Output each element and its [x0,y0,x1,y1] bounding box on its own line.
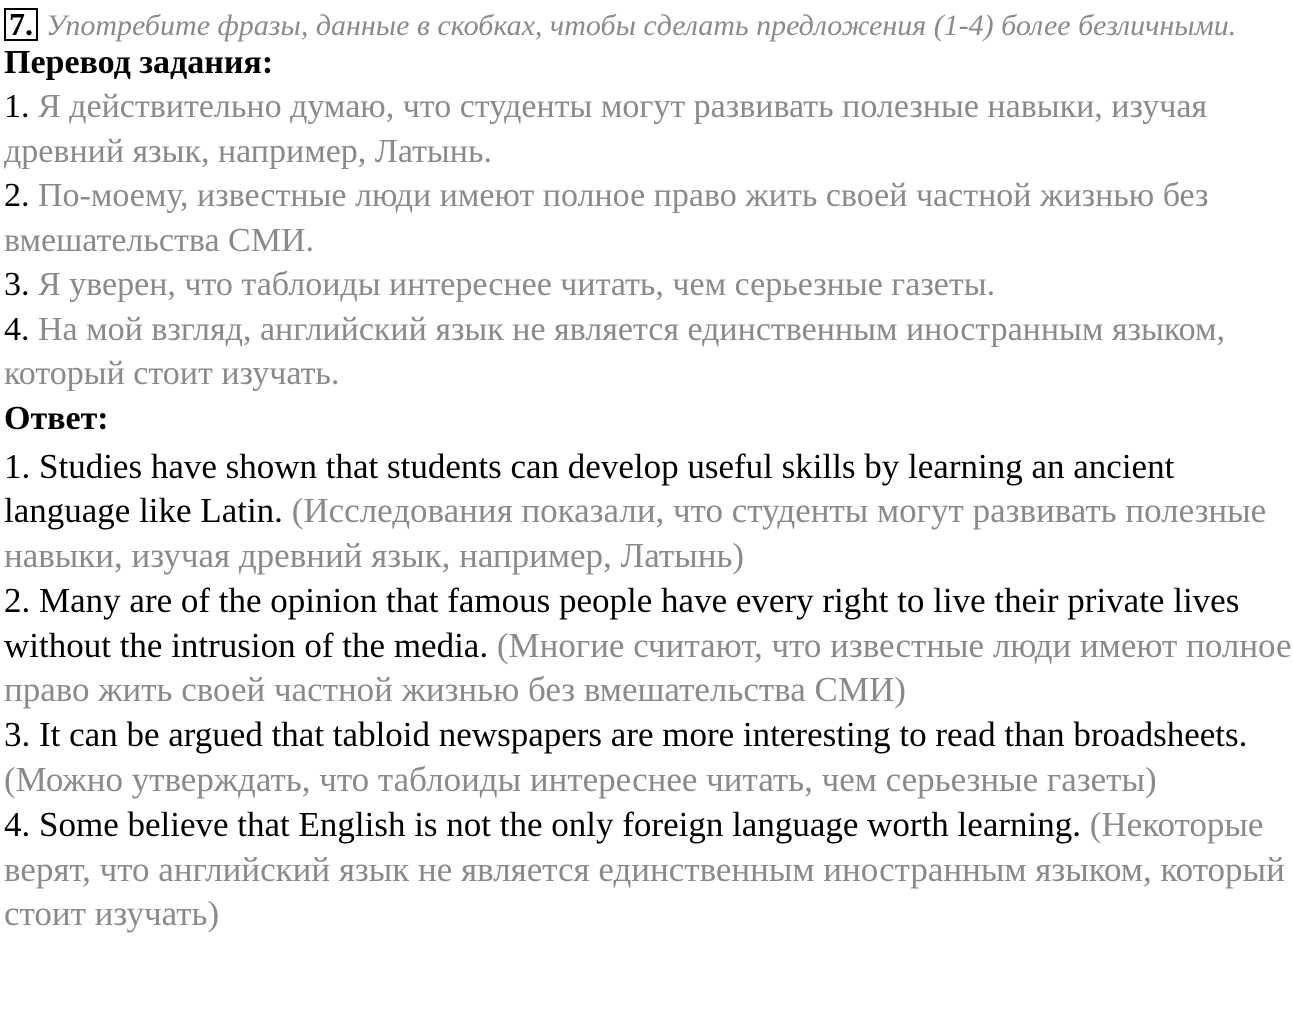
translation-item-text: По-моему, известные люди имеют полное право жить своей частной жизнью без вмешательства СМИ. [4,177,1209,259]
translation-item [4,85,1292,174]
translation-item [4,263,1292,308]
translation-item-number: 1. [4,88,30,125]
answer-item-translation: (Многие считают, что известные люди имеют полное право жить своей частной жизнью без вмешательства СМИ) [4,625,1292,710]
translation-list [4,85,1292,397]
answer-item-translation: (Некоторые верят, что английский язык не является единственным иностранным языком, который стоит изучать) [4,804,1285,934]
answer-item-text: 1. Studies have shown that students can develop useful skills by learning an ancient language like Latin. [4,446,1175,531]
translation-heading: Перевод задания: [4,44,274,81]
translation-item [4,308,1292,397]
task-number-badge: 7. [4,8,38,41]
translation-item-number: 4. [4,310,30,348]
answer-item-text: 2. Many are of the opinion that famous people have every right to live their private lives without the intrusion of the media. [4,580,1240,665]
answer-item [4,713,1292,803]
answer-item [4,445,1292,579]
answer-item-text: 4. Some believe that English is not the only foreign language worth learning. [4,804,1081,844]
translation-item-number: 2. [4,177,30,214]
task-instruction-text: Употребите фразы, данные в скобках, чтобы сделать предложения (1-4) более безличными. [46,9,1237,42]
answer-item-translation: (Можно утверждать, что таблоиды интереснее читать, чем серьезные газеты) [4,760,1157,800]
task-instruction-block [4,8,1292,41]
translation-item-text: Я уверен, что таблоиды интереснее читать, чем серьезные газеты. [29,266,996,303]
document-page [4,8,1292,937]
translation-item [4,174,1292,263]
answer-item-text: 3. It can be argued that tabloid newspapers are more interesting to read than broadsheets. [4,715,1248,755]
answer-item-translation: (Исследования показали, что студенты могут развивать полезные навыки, изучая древний язык, например, Латынь) [4,491,1267,576]
translation-item-text: Я действительно думаю, что студенты могут развивать полезные навыки, изучая древний язык, например, Латынь. [4,88,1208,170]
translation-item-number: 3. [4,266,30,303]
answer-list [4,445,1292,938]
translation-item-text: На мой взгляд, английский язык не является единственным иностранным языком, который стоит изучать. [4,310,1225,392]
answer-heading: Ответ: [4,399,109,437]
answer-item [4,803,1292,937]
answer-item [4,579,1292,713]
